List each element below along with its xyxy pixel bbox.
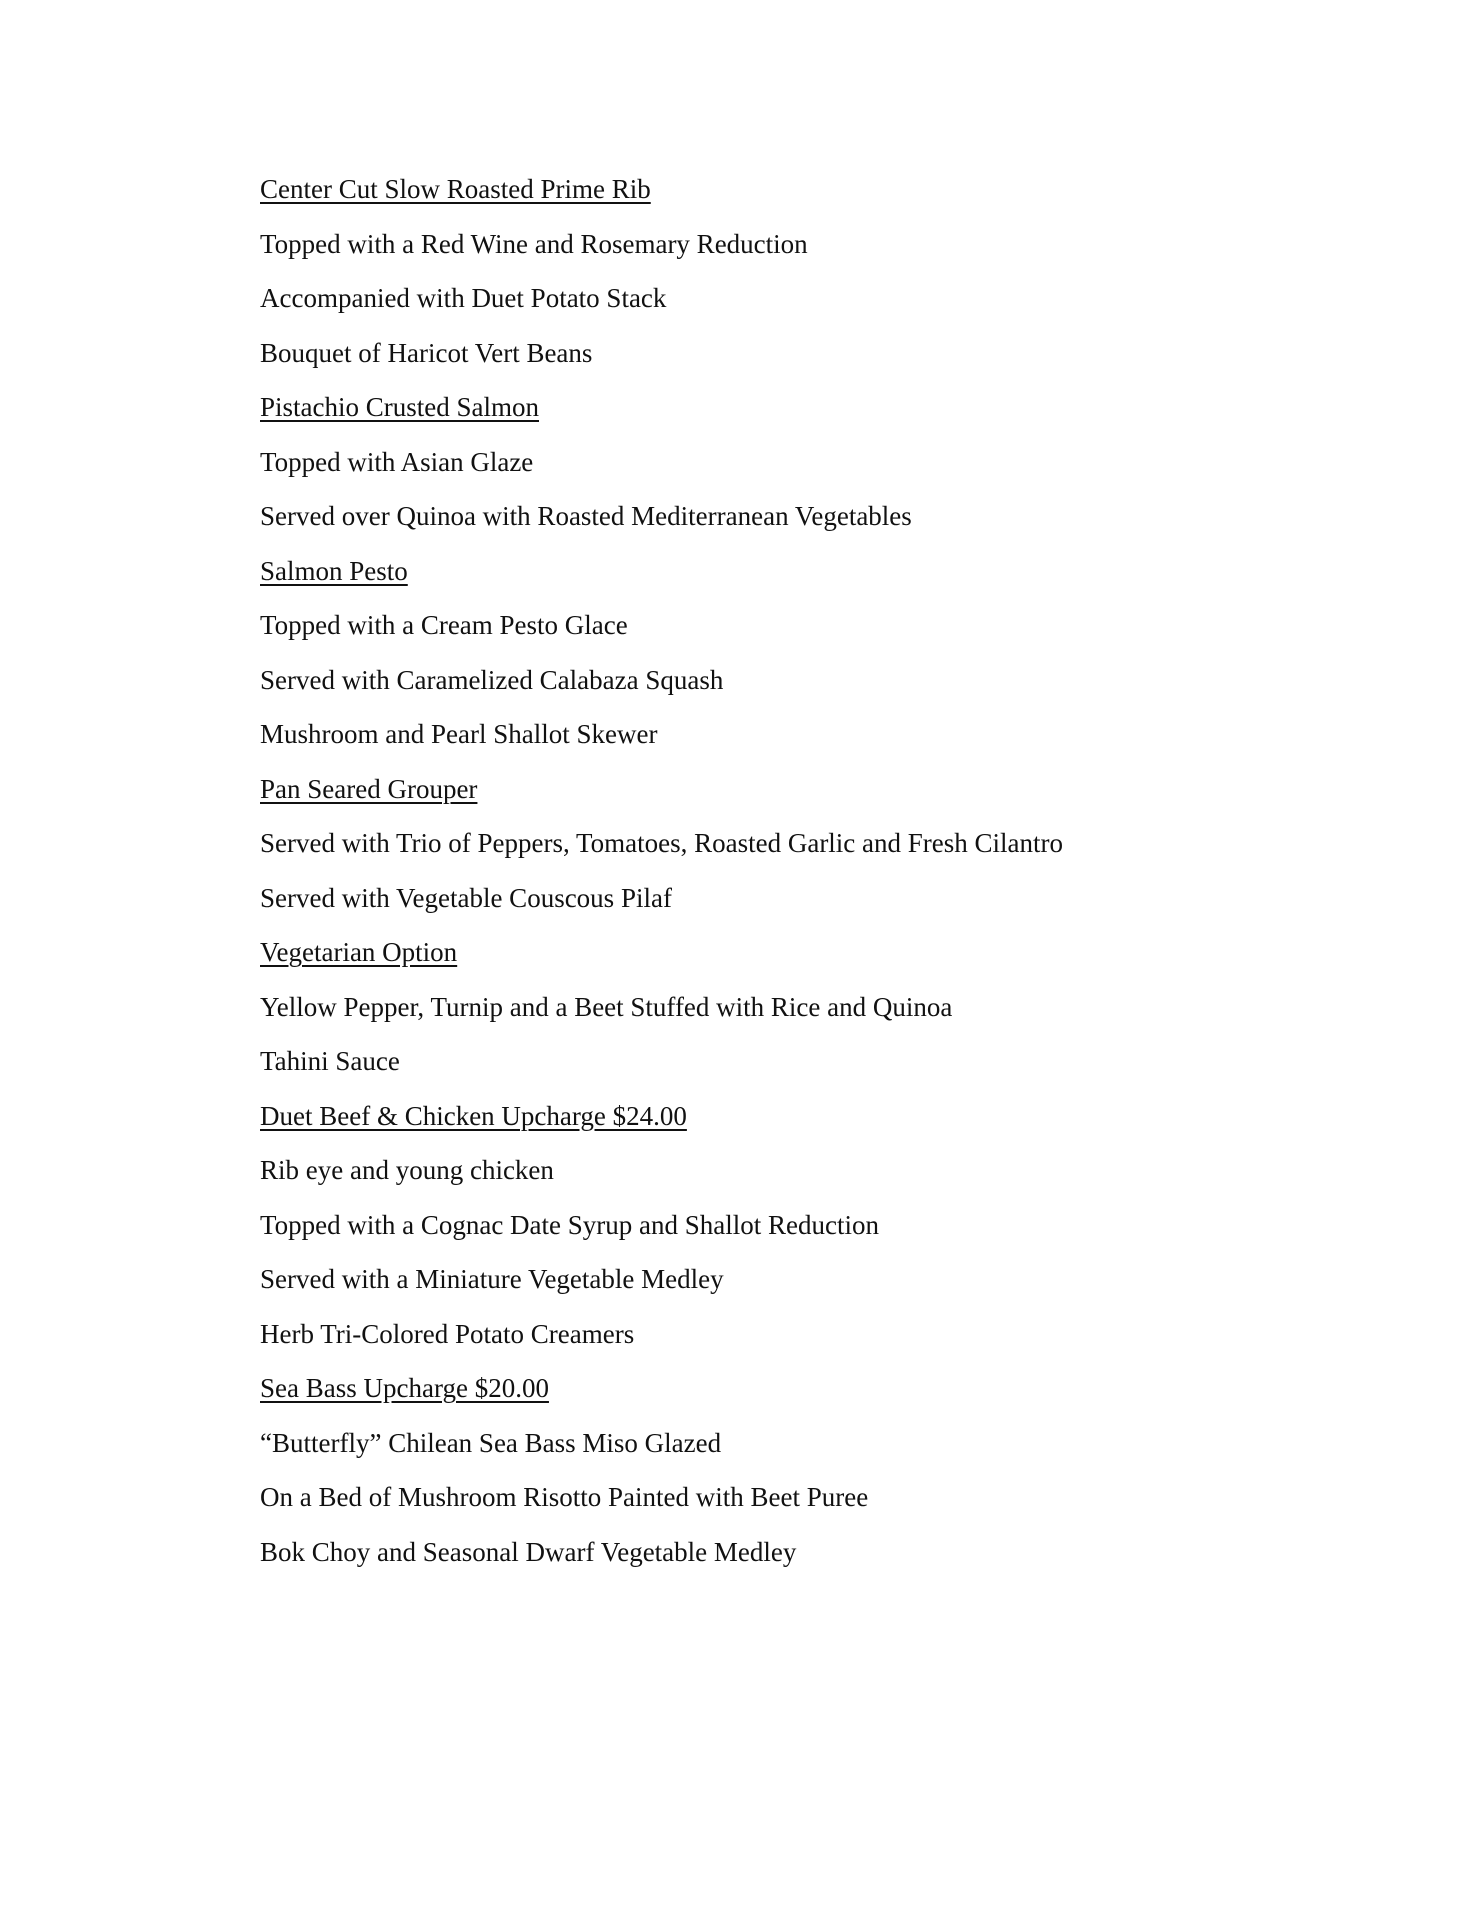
menu-item-description: Topped with a Cognac Date Syrup and Shallot Reduction <box>260 1209 879 1240</box>
menu-item-description: Served with Trio of Peppers, Tomatoes, Roasted Garlic and Fresh Cilantro <box>260 828 1064 858</box>
menu-item-description: On a Bed of Mushroom Risotto Painted with Beet Puree <box>260 1482 869 1512</box>
menu-item-description: Tahini Sauce <box>260 1046 400 1076</box>
menu-item-description: Yellow Pepper, Turnip and a Beet Stuffed with Rice and Quinoa <box>260 991 953 1022</box>
menu-item-description: Topped with a Red Wine and Rosemary Reduction <box>260 228 808 259</box>
menu-item-description: Served with Caramelized Calabaza Squash <box>260 664 724 695</box>
menu-item-description: Accompanied with Duet Potato Stack <box>260 283 667 313</box>
menu-item-description: Topped with a Cream Pesto Glace <box>260 610 628 640</box>
menu-item-description: “Butterfly” Chilean Sea Bass Miso Glazed <box>260 1427 722 1458</box>
menu-item-description: Served with Vegetable Couscous Pilaf <box>260 882 672 913</box>
menu-item-description: Rib eye and young chicken <box>260 1155 554 1185</box>
menu-item-description: Served with a Miniature Vegetable Medley <box>260 1264 724 1294</box>
menu-item-heading: Vegetarian Option <box>260 937 458 967</box>
menu-list <box>260 172 1063 1589</box>
menu-item-heading: Center Cut Slow Roasted Prime Rib <box>260 174 651 204</box>
menu-item-description: Mushroom and Pearl Shallot Skewer <box>260 719 658 749</box>
menu-item-heading: Sea Bass Upcharge $20.00 <box>260 1373 549 1403</box>
menu-item-description: Served over Quinoa with Roasted Mediterranean Vegetables <box>260 501 912 531</box>
menu-item-heading: Pistachio Crusted Salmon <box>260 392 539 422</box>
menu-item-description: Herb Tri-Colored Potato Creamers <box>260 1318 635 1349</box>
menu-item-description: Topped with Asian Glaze <box>260 446 534 477</box>
menu-item-heading: Pan Seared Grouper <box>260 773 478 804</box>
menu-item-description: Bouquet of Haricot Vert Beans <box>260 337 593 368</box>
menu-item-heading: Duet Beef & Chicken Upcharge $24.00 <box>260 1100 687 1131</box>
menu-item-heading: Salmon Pesto <box>260 555 408 586</box>
menu-item-description: Bok Choy and Seasonal Dwarf Vegetable Medley <box>260 1536 797 1567</box>
